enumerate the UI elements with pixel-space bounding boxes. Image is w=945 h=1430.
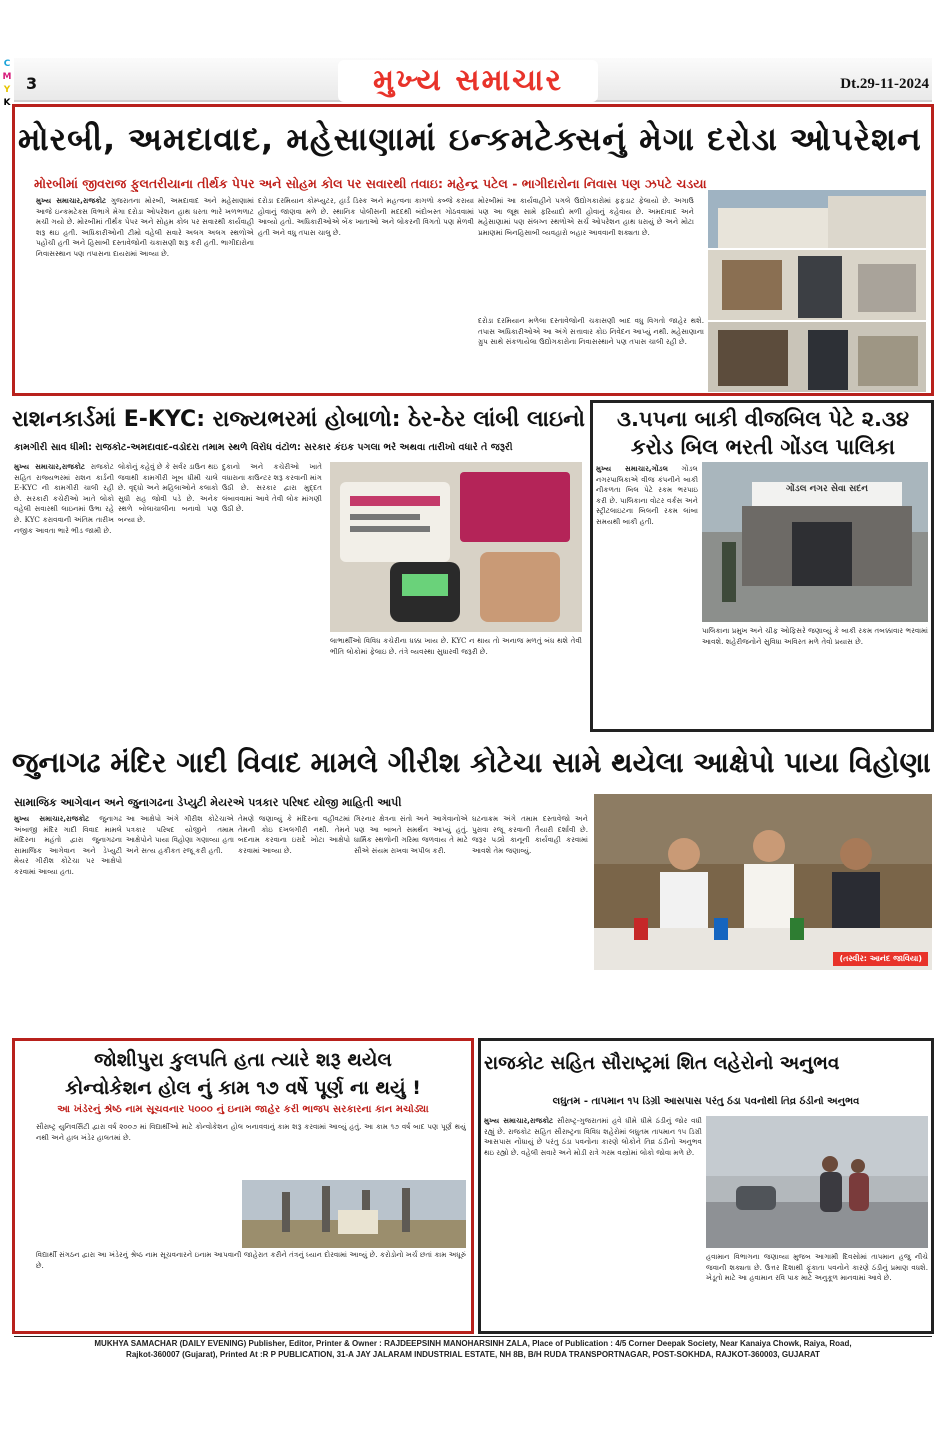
story-1-dateline: મુખ્ય સમાચાર,રાજકોટ: [36, 196, 107, 205]
story-1-photo-art: [708, 190, 926, 392]
story-4-col-3: [238, 814, 350, 1036]
story-4-text-4: ગિરનાર ક્ષેત્રના સંતો અને આગેવાનોએ પણ આ બાબતે સમર્થન આપ્યું હતું. ધાર્મિક સ્થળોની ગરિમા જળવાય તે માટે સૌએ સંયમ રાખવા અપીલ કરી.: [354, 814, 468, 855]
imprint-line-1: MUKHYA SAMACHAR (DAILY EVENING) Publisher, Editor, Printer & Owner : RAJDEEPSINH MANOHARSINH ZALA, Place of Publication : 4/5 Corner Deepak Society, Near Kanaiya Chowk, Raiya, Road,: [94, 1339, 852, 1348]
story-4-text-5: ઘટનાક્રમ અંગે તમામ દસ્તાવેજો અને પુરાવા રજૂ કરવાની તૈયારી દર્શાવી છે. જરૂર પડ્યે કાનૂની કાર્યવાહી કરવામાં આવશે તેમ જણાવ્યું.: [472, 814, 588, 855]
story-2-col-3: [222, 462, 322, 730]
imprint-line-2: Rajkot-360007 (Gujarat), Printed At :R P PUBLICATION, 31-A JAY JALARAM INDUSTRIAL ESTATE, NH 8B, B/H RUDA TRANSPORTNAGAR, POST-SOKHDA, RAJKOT-360003, GUJARAT: [126, 1350, 820, 1359]
story-4-text-2: આ આક્ષેપો અંગે ગીરીશ કોટેચાએ પત્રકાર પરિષદ યોજીને તમામ આક્ષેપોને પાયા વિહોણા ગણાવ્યા હતા અને સત્ય હકીકત રજૂ કરી હતી.: [126, 814, 234, 855]
story-4-headline: જુનાગઢ મંદિર ગાદી વિવાદ મામલે ગીરીશ કોટેચા સામે થયેલા આક્ષેપો પાયા વિહોણા: [12, 746, 931, 779]
story-3-col-1: [596, 464, 698, 624]
reg-mark-y: Y: [3, 85, 11, 95]
story-2-text-4: લાભાર્થીઓ વિવિધ કચેરીના ધક્કા ખાય છે. KYC ન થાય તો અનાજ મળતું બંધ થશે તેવી ભીતિ લોકોમાં ફેલાઇ છે. તંત્રે વ્યવસ્થા સુધારવી જરૂરી છે.: [330, 636, 582, 656]
story-5-photo-art: [242, 1180, 466, 1248]
story-1-text-4: દરોડા દરમિયાન મળેલા દસ્તાવેજોની ચકાસણી બાદ વધુ વિગતો જાહેર થશે. તપાસ અધિકારીઓએ આ અંગે સત્તાવાર કોઇ નિવેદન આપ્યું નથી. મહેસાણાના ગ્રુપ સાથે સંકળાયેલા ઉદ્યોગકારોના નિવાસસ્થાને પણ તપાસ ચાલી રહી છે.: [478, 316, 704, 347]
story-1-headline: મોરબી, અમદાવાદ, મહેસાણામાં ઇન્કમટેક્સનું મેગા દરોડા ઓપરેશન: [18, 120, 922, 158]
registration-marks: [2, 58, 12, 110]
story-2-text-2: લોકોનું કહેવું છે કે સર્વર ડાઉન થઇ જવાથી કામગીરી ખૂબ ધીમી ચાલે છે. વૃદ્ધો અને મહિલાઓને કલાકો સુધી રાહ જોવી પડે છે. અનેક સ્થળે બોલાચાલીના બનાવો પણ બન્યા છે.: [118, 462, 218, 524]
story-5-subhead: આ ખંડેરનું શ્રેષ્ઠ નામ સૂચવનાર ૫૦૦૦ નું ઇનામ જાહેર કરી ભાજપ સરકારના કાન મચોડ્યા: [57, 1104, 429, 1115]
story-2-headline: રાશનકાર્ડમાં E-KYC: રાજ્યભરમાં હોબાળો: ઠેર-ઠેર લાંબી લાઇનો: [12, 407, 586, 432]
story-3-photo-sign: ગોંડલ નગર સેવા સદન: [785, 484, 869, 494]
story-6-text-2: હવામાન વિભાગના જણાવ્યા મુજબ આગામી દિવસોમાં તાપમાન હજુ નીચે જવાની શક્યતા છે. ઉત્તર દિશાથી ફૂંકાતા પવનોને કારણે ઠંડીનું પ્રમાણ વધશે. ખેડૂતો માટે આ હવામાન રવિ પાક માટે અનુકૂળ માનવામાં આવે છે.: [706, 1252, 928, 1283]
story-3-text-1: ગોંડલ નગરપાલિકાએ વીજ કંપનીને બાકી નીકળતા બિલ પેટે રકમ ભરપાઇ કરી છે. પાલિકાના વોટર વર્કસ અને સ્ટ્રીટલાઇટના બિલની રકમ લાંબા સમયથી બાકી હતી.: [596, 464, 698, 526]
story-3-dateline: મુખ્ય સમાચાર,ગોંડલ: [596, 464, 669, 473]
story-1-text-3: મોરબીમાં આ કાર્યવાહીને પગલે ઉદ્યોગકારોમાં ફફડાટ ફેલાયો છે. અગાઉ પણ આ જૂથ સામે ફરિયાદો મળી હોવાનું કહેવાય છે. અમદાવાદ અને મહેસાણામાં પણ સંલગ્ન સ્થળોએ સર્ચ ઓપરેશન હાથ ધરાયું છે અને મોટા પ્રમાણમાં બિનહિસાબી વ્યવહારો બહાર આવવાની શક્યતા છે.: [478, 196, 694, 237]
story-4-col-5: [472, 814, 588, 1036]
story-6-text-1: સૌરાષ્ટ્ર-ગુજરાતમાં હવે ધીમે ધીમે ઠંડીનું જોર વધી રહ્યું છે. રાજકોટ સહિત સૌરાષ્ટ્રના વિવિધ શહેરોમાં લઘુતમ તાપમાન ૧૫ ડિગ્રી આસપાસ નોંધાયું છે પરંતુ ઠંડા પવનોના કારણે લોકોને તિવ્ર ઠંડીનો અનુભવ થઇ રહ્યો છે. વહેલી સવારે અને મોડી રાત્રે ગરમ વસ્ત્રોમાં લોકો જોવા મળે છે.: [484, 1116, 702, 1157]
story-4-col-2: [126, 814, 234, 1036]
story-1-col-1: [36, 196, 254, 390]
story-6-photo: [706, 1116, 928, 1248]
story-4-text-3: તેમણે જણાવ્યું કે મંદિરના વહીવટમાં તેમની કોઇ દખલગીરી નથી. તેમને બદનામ કરવાના ઇરાદે ખોટા આક્ષેપો કરવામાં આવ્યા છે.: [238, 814, 350, 855]
story-5-headline-2: કોન્વોકેશન હોલ નું કામ ૧૭ વર્ષે પૂર્ણ ના થયું !: [65, 1077, 421, 1099]
story-4-photo: [594, 794, 932, 970]
story-4-dateline: મુખ્ય સમાચાર,રાજકોટ: [14, 814, 90, 823]
story-6-headline: રાજકોટ સહિત સૌરાષ્ટ્રમાં શિત લહેરોનો અનુભવ: [484, 1053, 840, 1074]
story-6-dateline: મુખ્ય સમાચાર,રાજકોટ: [484, 1116, 554, 1125]
story-1-text-1: ગુજરાતના મોરબી, અમદાવાદ અને મહેસાણામાં આજે ઇન્કમટેક્સ વિભાગે મેગા દરોડા ઓપરેશન હાથ ધરતા ભારે ખળભળાટ મચી ગયો છે. મોરબીમાં તીર્થક પેપર અને સોહમ કોલ પર સવારથી કાર્યવાહી શરૂ થઇ હતી. અધિકારીઓની ટીમો વહેલી સવારે અલગ અલગ સ્થળોએ પહોંચી હતી અને હિસાબી દસ્તાવેજોની ચકાસણી શરૂ કરી હતી. ભાગીદારોના નિવાસસ્થાન પણ તપાસના દાયરામાં આવ્યા છે.: [36, 196, 254, 258]
story-3-photo: [702, 462, 928, 622]
story-6-photo-art: [706, 1116, 928, 1248]
footer-rule: [14, 1336, 932, 1337]
story-6-col-1: [484, 1116, 702, 1330]
story-1-col-4-block: [478, 316, 704, 390]
page-number: 3: [26, 74, 38, 93]
story-2-col-4: [330, 636, 582, 730]
story-6-subhead: લઘુતમ - તાપમાન ૧૫ ડિગ્રી આસપાસ પરંતુ ઠંડા પવનોથી તિવ્ર ઠંડીનો અનુભવ: [552, 1096, 860, 1107]
story-2-col-1: [14, 462, 114, 730]
story-4-text-1: જુનાગઢ અંબાજી મંદિર ગાદી વિવાદ મામલે મંદિરના મહંતો દ્વારા જુનાગઢના સામાજિક આગેવાન અને ડેપ્યુટી મેયર ગીરીશ કોટેચા પર આક્ષેપો કરવામાં આવ્યા હતા.: [14, 814, 122, 876]
story-4-photo-caption: (તસ્વીર: આનંદ જાવિયા): [833, 952, 928, 966]
story-3-col-2: [702, 626, 928, 728]
story-1-photo: [708, 190, 926, 392]
reg-mark-m: M: [2, 72, 12, 82]
story-1-subhead: મોરબીમાં જીવરાજ ફુલતરીયાના તીર્થક પેપર અને સોહમ કોલ પર સવારથી તવાઇ: મહેન્દ્ર પટેલ - ભાગીદારોના નિવાસ પણ ઝપટે ચડયા: [34, 176, 707, 191]
story-3-headline-2: કરોડ બિલ ભરતી ગોંડલ પાલિકા: [630, 435, 896, 459]
story-5-text-1: સૌરાષ્ટ્ર યુનિવર્સિટી દ્વારા વર્ષ ૨૦૦૭ માં વિદ્યાર્થીઓ માટે કોન્વોકેશન હોલ બનાવવાનું કામ શરૂ કરવામાં આવ્યું હતું. આ કામ ૧૭ વર્ષ બાદ પણ પૂર્ણ થયું નથી અને હાલ ખંડેર હાલતમાં છે.: [36, 1122, 466, 1142]
story-5-photo: [242, 1180, 466, 1248]
story-5-col-2: [36, 1250, 466, 1330]
story-5-headline-1: જોશીપુરા કુલપતિ હતા ત્યારે શરૂ થયેલ: [94, 1049, 392, 1071]
story-4-photo-art: [594, 794, 932, 970]
story-5-text-2: વિદ્યાર્થી સંગઠન દ્વારા આ ખંડેરનું શ્રેષ્ઠ નામ સૂચવનારને ઇનામ આપવાની જાહેરાત કરીને તંત્રનું ધ્યાન દોરવામાં આવ્યું છે. કરોડોનો ખર્ચ છતાં કામ અધૂરું છે.: [36, 1250, 466, 1270]
story-2-photo: [330, 462, 582, 632]
imprint-footer: [14, 1338, 932, 1372]
story-6-col-2: [706, 1252, 928, 1330]
story-3-text-2: પાલિકાના પ્રમુખ અને ચીફ ઓફિસરે જણાવ્યું કે બાકી રકમ તબક્કાવાર ભરવામાં આવશે. શહેરીજનોને સુવિધા અવિરત મળે તેવો પ્રયાસ છે.: [702, 626, 928, 646]
story-4-col-1: [14, 814, 122, 1036]
story-2-subhead: કામગીરી સાવ ધીમી: રાજકોટ-અમદાવાદ-વડોદરા તમામ સ્થળે વિરોધ વંટોળ: સરકાર કંઇક પગલા ભરે અથવા તારીખો વધારે તે જરૂરી: [14, 442, 513, 453]
story-2-col-2: [118, 462, 218, 730]
story-4-col-4: [354, 814, 468, 1036]
issue-date: Dt.29-11-2024: [840, 76, 929, 92]
story-1-text-2: દરોડા દરમિયાન કોમ્પ્યુટર, હાર્ડ ડિસ્ક અને મહત્વના કાગળો કબ્જે કરાયા હોવાનું જાણવા મળે છે. સ્થાનિક પોલીસની મદદથી બંદોબસ્ત ગોઠવવામાં આવ્યો હતો. અધિકારીઓએ બેંક ખાતાઓ અને લોકરની વિગતો પણ મેળવી હતી અને વધુ તપાસ ચાલુ છે.: [258, 196, 474, 237]
story-4-subhead: સામાજિક આગેવાન અને જુનાગઢના ડેપ્યુટી મેયરએ પત્રકાર પરિષદ યોજી માહિતી આપી: [14, 796, 402, 809]
story-2-text-3: દુકાનો અને કચેરીઓ ખાતે વધારાના કાઉન્ટર શરૂ કરવાની માંગ ઉઠી છે. સરકાર દ્વારા મુદ્દત લંબાવવામાં આવે તેવી લોક માંગણી ઉઠી છે.: [222, 462, 322, 514]
reg-mark-k: K: [3, 98, 11, 108]
reg-mark-c: C: [3, 59, 11, 69]
story-1-col-2: [258, 196, 474, 390]
story-2-photo-art: [330, 462, 582, 632]
story-2-text-1: રાજકોટ સહિત રાજ્યભરમાં રાશન કાર્ડની E-KYC ની કામગીરી ચાલી રહી છે. સરકારી કચેરીઓ ખાતે લોકો વહેલી સવારથી લાઇનમાં ઉભા રહે છે. KYC કરાવવાની અંતિમ તારીખ નજીક આવતા ભારે ભીડ જામી છે.: [14, 462, 114, 535]
story-2-dateline: મુખ્ય સમાચાર,રાજકોટ: [14, 462, 86, 471]
masthead-title: મુખ્ય સમાચાર: [338, 60, 598, 102]
story-3-headline-1: ૩.૫૫ના બાકી વીજબિલ પેટે ૨.૩૪: [616, 407, 910, 431]
